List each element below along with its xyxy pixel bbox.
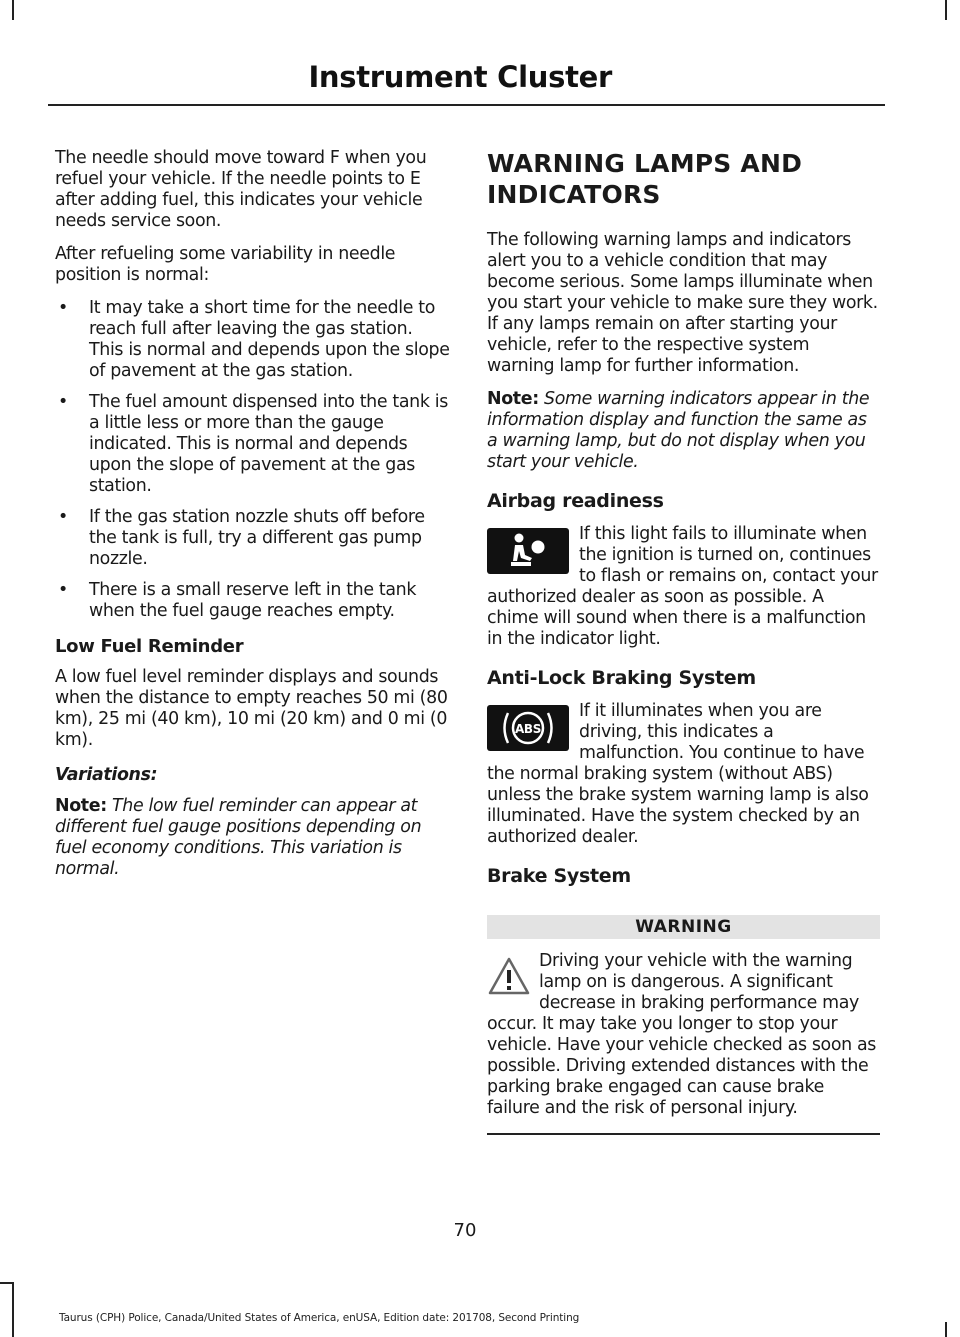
- low-fuel-paragraph: A low fuel level reminder displays and sounds when the distance to empty reaches 50 mi (80 km), 25 mi (40 km), 10 mi (20 km) and 0 mi (0 km).: [55, 667, 448, 750]
- list-item: • If the gas station nozzle shuts off before the tank is full, try a different gas pump nozzle.: [58, 507, 425, 569]
- abs-section: [487, 701, 880, 848]
- crop-mark-top-right: [945, 0, 947, 20]
- variations-heading: Variations:: [55, 765, 158, 785]
- abs-heading: Anti-Lock Braking System: [487, 667, 756, 689]
- warning-lamps-note: Note: Some warning indicators appear in the information display and function the same as a warning lamp, but do not display when you start your vehicle.: [487, 389, 870, 472]
- abs-icon-label: ABS: [514, 722, 542, 736]
- bullet-symbol: •: [58, 298, 68, 318]
- left-column: [55, 148, 450, 892]
- warning-end-rule: [487, 1133, 880, 1135]
- warning-lamps-intro: The following warning lamps and indicators alert you to a vehicle condition that may become serious. Some lamps illuminate when you start your vehicle to make sure they work. If any lamps remain on after starting your vehicle, refer to the respective system warning lamp for further information.: [487, 230, 878, 376]
- crop-mark-top-left: [12, 0, 14, 20]
- footer-edition-info: Taurus (CPH) Police, Canada/United States of America, enUSA, Edition date: 201708, Second Printing: [59, 1312, 580, 1324]
- list-item: • There is a small reserve left in the tank when the fuel gauge reaches empty.: [58, 580, 417, 621]
- right-column: [487, 148, 880, 1135]
- header-rule: [48, 104, 885, 106]
- crop-mark-bottom-right: [945, 1322, 947, 1337]
- warning-triangle-icon: [487, 955, 531, 999]
- abs-icon: [487, 705, 569, 751]
- refuel-variability-paragraph: After refueling some variability in needle position is normal:: [55, 244, 396, 285]
- crop-mark-bottom-left-h: [0, 1282, 14, 1284]
- airbag-section: [487, 524, 880, 650]
- airbag-heading: Airbag readiness: [487, 490, 664, 512]
- bullet-symbol: •: [58, 392, 68, 412]
- low-fuel-heading: Low Fuel Reminder: [55, 636, 244, 657]
- brake-system-heading: Brake System: [487, 865, 631, 887]
- bullet-symbol: •: [58, 580, 68, 600]
- airbag-icon: [487, 528, 569, 574]
- brake-warning-paragraph: Driving your vehicle with the warning lamp on is dangerous. A significant decrease in braking performance may occur. It may take you longer to stop your vehicle. Have your vehicle checked as soon as possible. Driving extended distances with the parking brake engaged can cause brake failure and the risk of personal injury.: [487, 951, 877, 1118]
- bullet-symbol: •: [58, 507, 68, 527]
- airbag-paragraph: If this light fails to illuminate when the ignition is turned on, continues to flash or remains on, contact your authorized dealer as soon as possible. A chime will sound when there is a malfunction in the indicator light.: [487, 524, 878, 649]
- low-fuel-note: Note: The low fuel reminder can appear at different fuel gauge positions depending on fuel economy conditions. This variation is normal.: [55, 796, 422, 879]
- fuel-needle-paragraph: The needle should move toward F when you refuel your vehicle. If the needle points to E after adding fuel, this indicates your vehicle needs service soon.: [55, 148, 427, 231]
- crop-mark-bottom-left: [12, 1282, 14, 1337]
- page-title: Instrument Cluster: [308, 60, 612, 94]
- variability-list: [55, 298, 450, 622]
- page-number: 70: [453, 1220, 477, 1241]
- abs-paragraph: If it illuminates when you are driving, this indicates a malfunction. You continue to have the normal braking system (without ABS) unless the brake system warning lamp is also illuminated. Have the system checked by an authorized dealer.: [487, 701, 869, 847]
- warning-lamps-heading: WARNING LAMPS AND INDICATORS: [487, 149, 803, 209]
- list-item: • The fuel amount dispensed into the tank is a little less or more than the gauge indicated. This is normal and depends upon the slope of pavement at the gas station.: [58, 392, 448, 496]
- brake-warning-block: [487, 951, 880, 1135]
- warning-label-bar: WARNING: [487, 915, 880, 939]
- list-item: • It may take a short time for the needle to reach full after leaving the gas station. This is normal and depends upon the slope of pavement at the gas station.: [58, 298, 450, 381]
